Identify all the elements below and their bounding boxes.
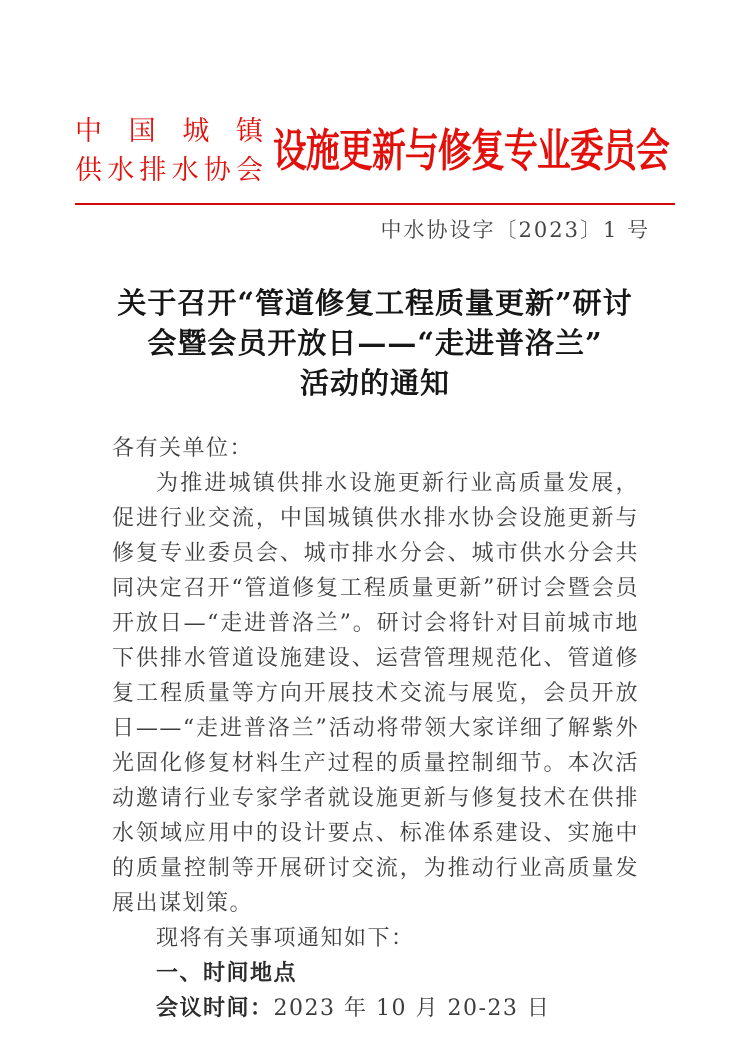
letterhead: [75, 112, 675, 190]
organization-name: [75, 112, 263, 190]
document-title-line3: 活动的通知: [299, 366, 450, 400]
document-body: [112, 431, 639, 1026]
document-title-line1: 关于召开“管道修复工程质量更新”研讨: [117, 286, 633, 320]
salutation: 各有关单位：: [112, 436, 254, 461]
meeting-time-line: [112, 991, 639, 1026]
organization-name-line1: 中 国 城 镇: [75, 116, 263, 147]
organization-name-line2: 供水排水协会: [75, 155, 263, 186]
meeting-time-value: 2023 年 10 月 20-23 日: [273, 996, 551, 1021]
committee-name: 设施更新与修复专业委员会: [273, 124, 670, 177]
body-paragraph-2: 现将有关事项通知如下：: [156, 926, 415, 951]
document-title: [0, 283, 750, 403]
body-paragraph-1: 为推进城镇供排水设施更新行业高质量发展，促进行业交流，中国城镇供水排水协会设施更新与修复专业委员会、城市排水分会、城市供水分会共同决定召开“管道修复工程质量更新”研讨会暨会员开放日—“走进普洛兰”。研讨会将针对目前城市地下供排水管道设施建设、运营管理规范化、管道修复工程质量等方向开展技术交流与展览，会员开放日——“走进普洛兰”活动将带领大家详细了解紫外光固化修复材料生产过程的质量控制细节。本次活动邀请行业专家学者就设施更新与修复技术在供排水领域应用中的设计要点、标准体系建设、实施中的质量控制等开展研讨交流，为推动行业高质量发展出谋划策。: [112, 471, 639, 916]
meeting-time-label: 会议时间：: [156, 996, 274, 1021]
document-title-line2: 会暨会员开放日——“走进普洛兰”: [147, 326, 603, 360]
section-heading-time-place: 一、时间地点: [156, 961, 298, 986]
document-number: 中水协设字〔2023〕1 号: [380, 218, 650, 242]
letterhead-divider-rule: [75, 203, 675, 205]
